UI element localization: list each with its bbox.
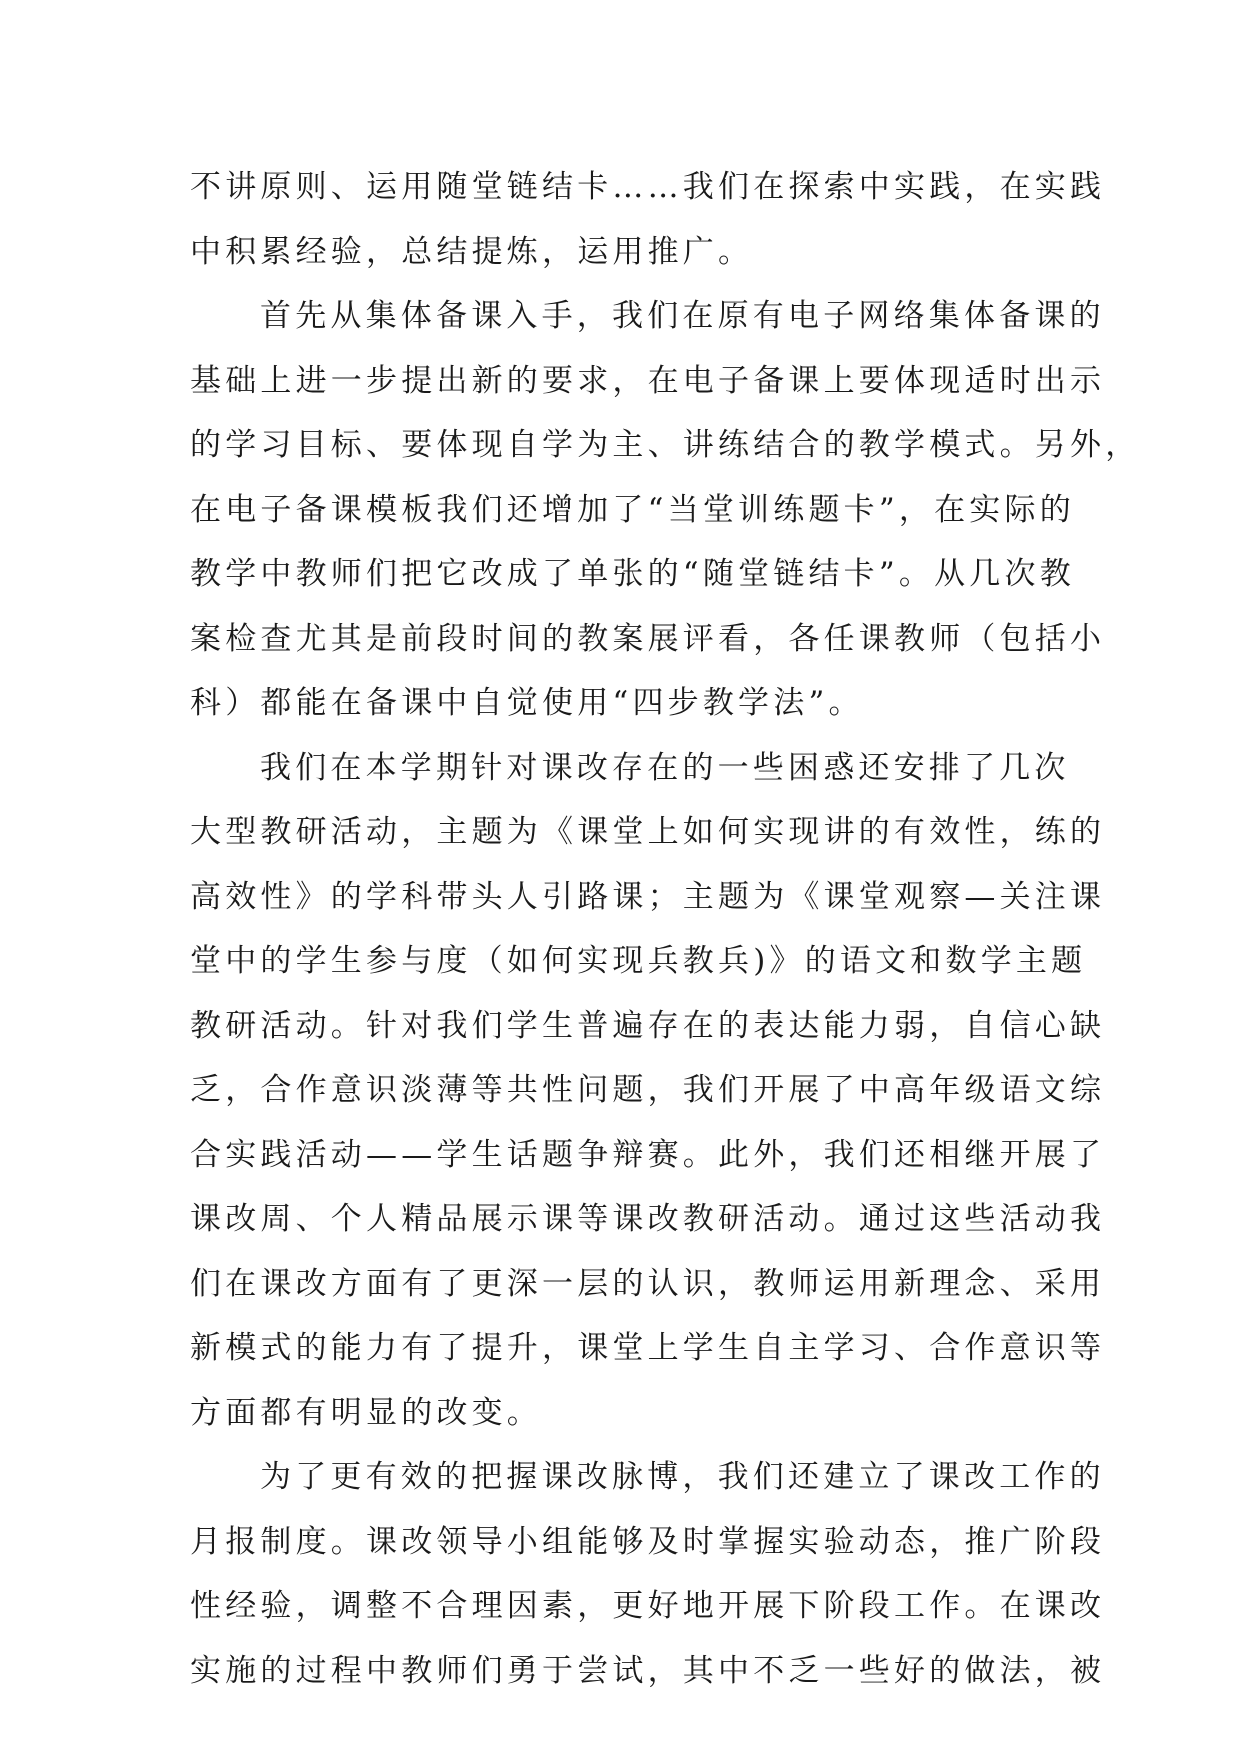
- text-line: 方面都有明显的改变。: [190, 1394, 542, 1431]
- text-line: 高效性》的学科带头人引路课；主题为《课堂观察—关注课: [190, 878, 1106, 915]
- text-line: 乏，合作意识淡薄等共性问题，我们开展了中高年级语文综: [190, 1072, 1106, 1108]
- text-line: 月报制度。课改领导小组能够及时掌握实验动态，推广阶段: [190, 1523, 1106, 1560]
- paragraph-first-line: 首先从集体备课入手，我们在原有电子网络集体备课的: [260, 298, 1105, 334]
- body-text: [190, 155, 1141, 1703]
- text-line: 教研活动。针对我们学生普遍存在的表达能力弱，自信心缺: [190, 1007, 1106, 1044]
- text-line: 中积累经验，总结提炼，运用推广。: [190, 233, 754, 270]
- text-line: 们在课改方面有了更深一层的认识，教师运用新理念、采用: [190, 1265, 1106, 1302]
- text-line: 科）都能在备课中自觉使用“四步教学法”。: [190, 685, 864, 721]
- paragraph-first-line: 我们在本学期针对课改存在的一些困惑还安排了几次: [260, 749, 1070, 786]
- text-line: 实施的过程中教师们勇于尝试，其中不乏一些好的做法，被: [190, 1652, 1106, 1689]
- text-line: 基础上进一步提出新的要求，在电子备课上要体现适时出示: [190, 362, 1106, 399]
- paragraph-first-line: 为了更有效的把握课改脉博，我们还建立了课改工作的: [260, 1459, 1105, 1495]
- text-line: 新模式的能力有了提升，课堂上学生自主学习、合作意识等: [190, 1330, 1106, 1366]
- text-line: 大型教研活动，主题为《课堂上如何实现讲的有效性，练的: [190, 814, 1106, 850]
- text-line: 合实践活动——学生话题争辩赛。此外，我们还相继开展了: [190, 1136, 1106, 1173]
- text-line: 案检查尤其是前段时间的教案展评看，各任课教师（包括小: [190, 620, 1106, 657]
- text-line: 的学习目标、要体现自学为主、讲练结合的教学模式。另外，: [190, 427, 1141, 463]
- text-line: 不讲原则、运用随堂链结卡……我们在探索中实践，在实践: [190, 169, 1106, 205]
- text-line: 在电子备课模板我们还增加了“当堂训练题卡”，在实际的: [190, 491, 1075, 528]
- text-line: 堂中的学生参与度（如何实现兵教兵)》的语文和数学主题: [190, 943, 1087, 979]
- text-line: 性经验，调整不合理因素，更好地开展下阶段工作。在课改: [190, 1588, 1106, 1624]
- text-line: 课改周、个人精品展示课等课改教研活动。通过这些活动我: [190, 1201, 1106, 1237]
- text-line: 教学中教师们把它改成了单张的“随堂链结卡”。从几次教: [190, 556, 1075, 592]
